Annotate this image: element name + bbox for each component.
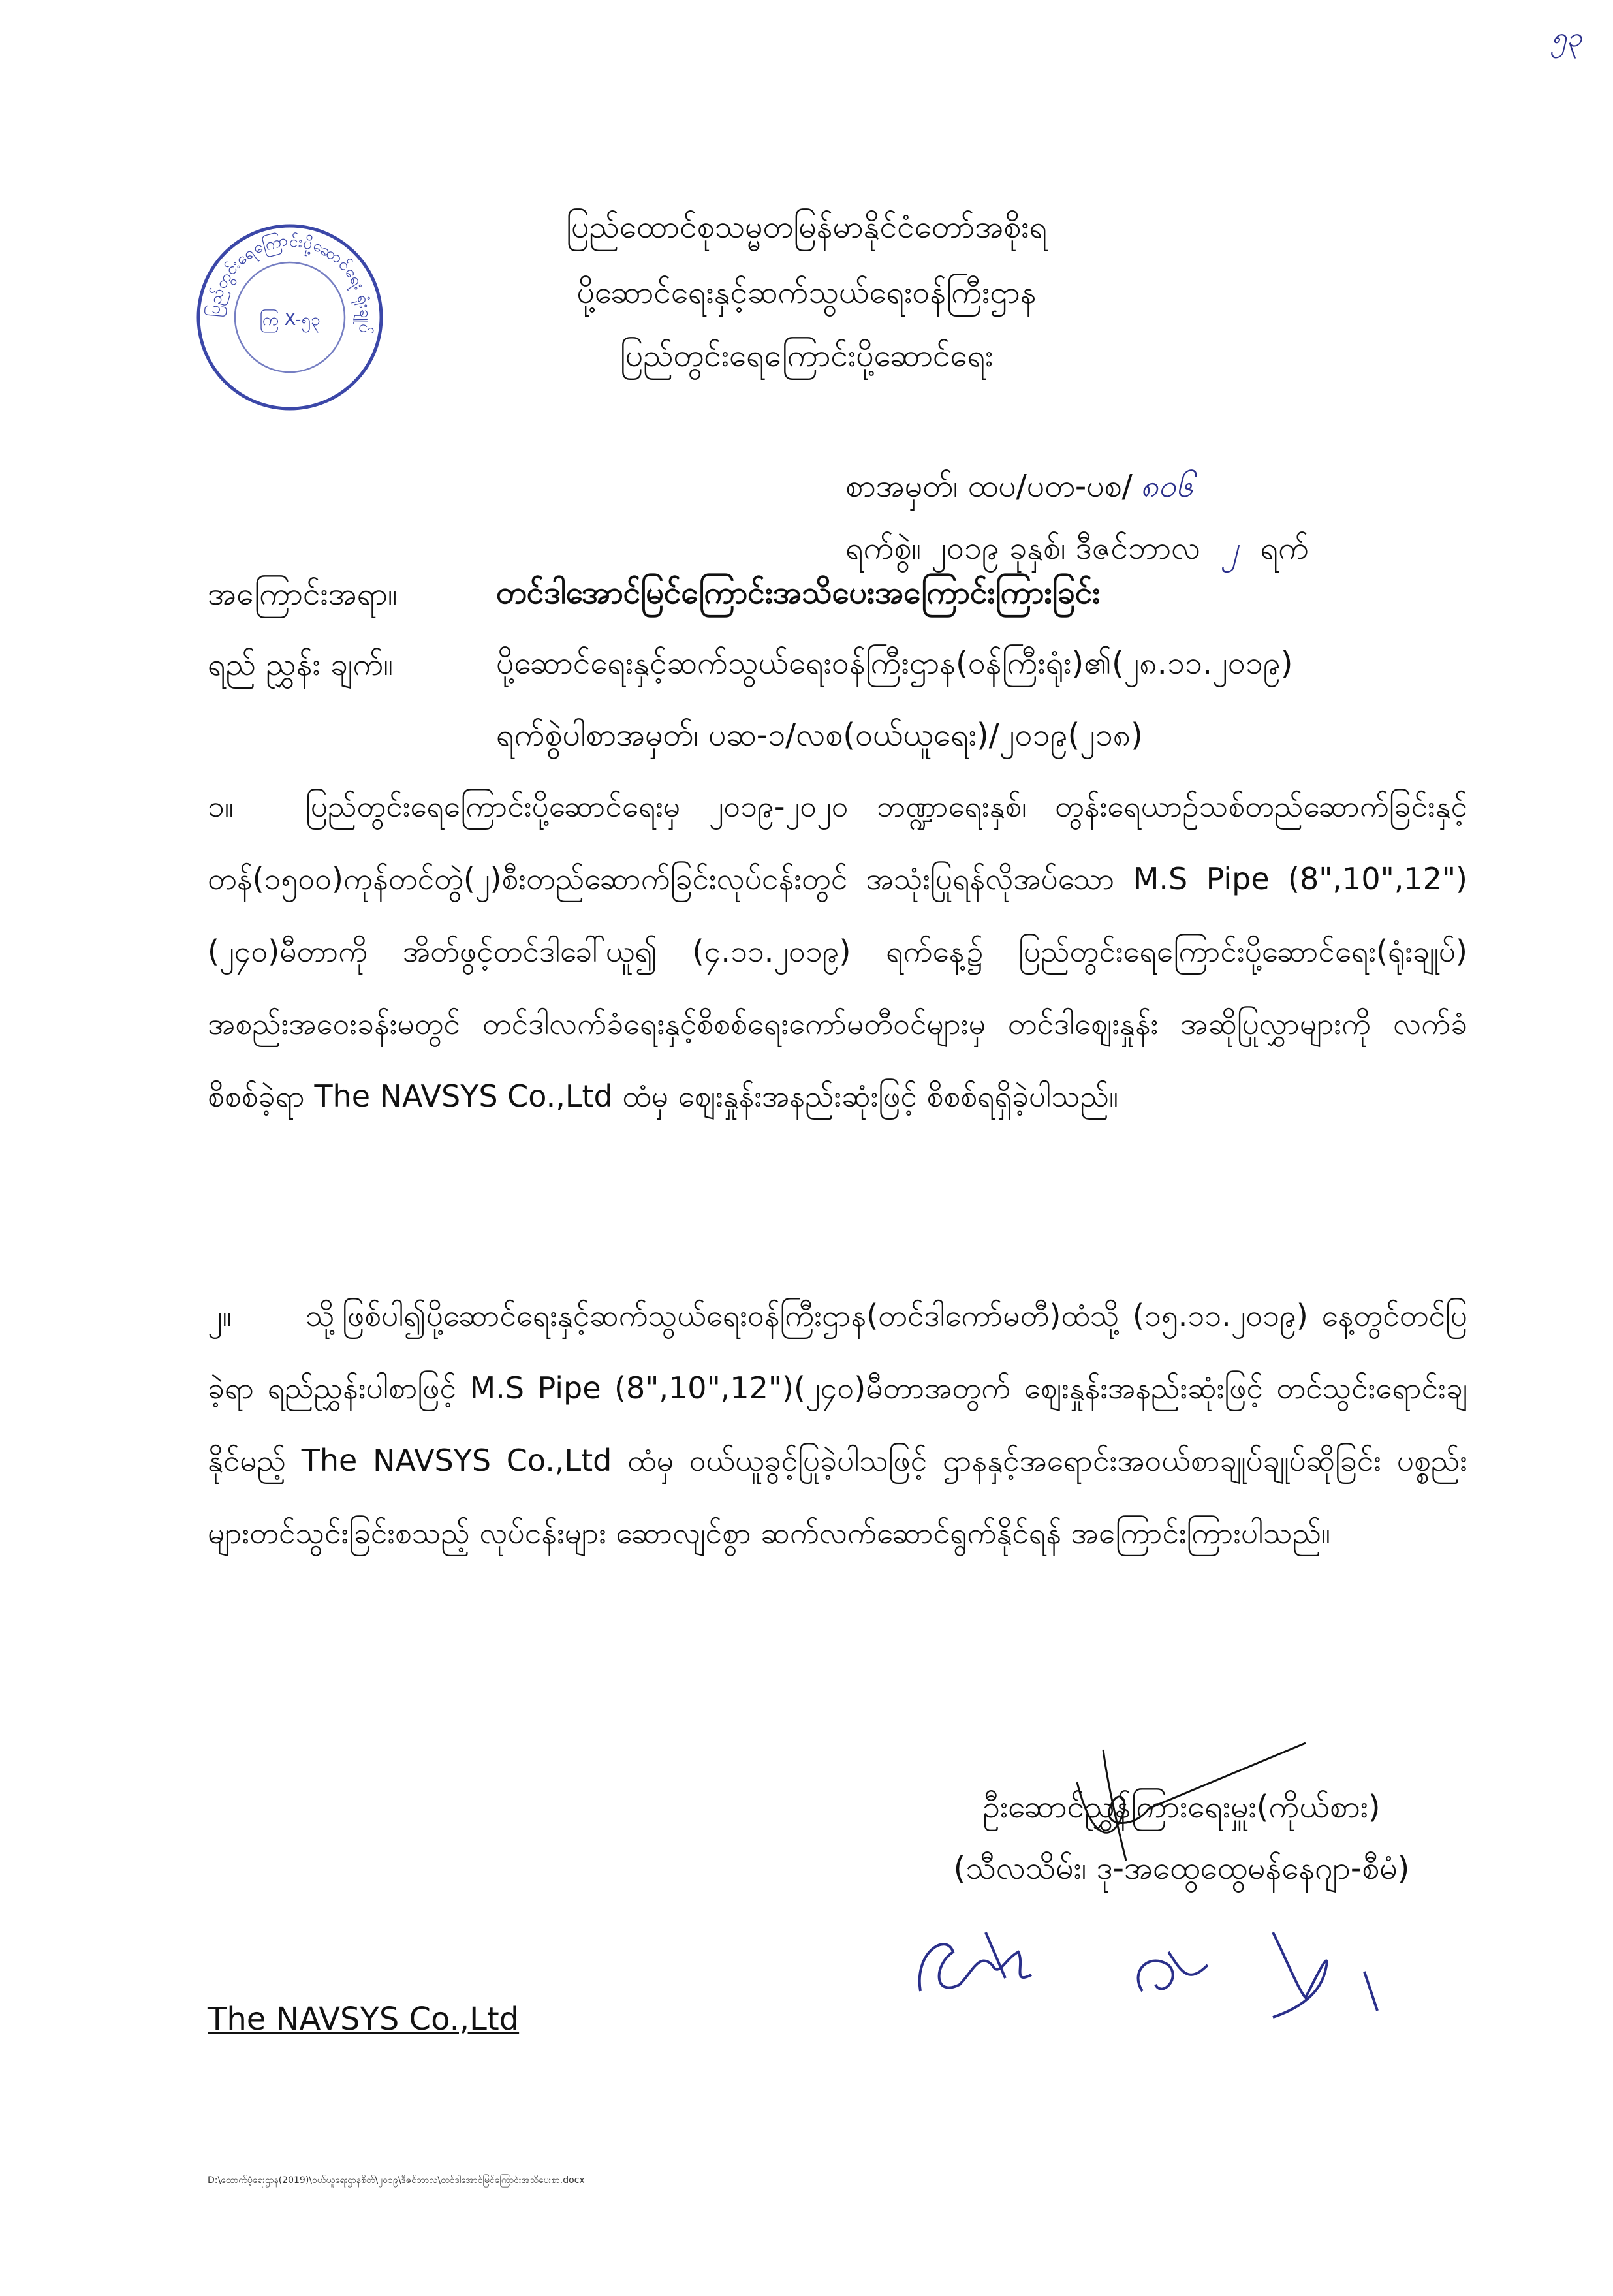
page-number: ၅၃ — [1551, 21, 1582, 53]
handwritten-initials — [907, 1913, 1423, 2030]
addressee-company: The NAVSYS Co.,Ltd — [208, 2001, 520, 2037]
seal-ring-text: ပြည်တွင်းရေကြောင်းပို့ဆောင်ရေး ရုံးချုပ် — [204, 230, 376, 335]
letter-number — [845, 467, 1193, 512]
letter-number-label: စာအမှတ်၊ ထပ/ပတ-ပစ/ — [845, 468, 1133, 505]
reference-line-1: ပို့ဆောင်ရေးနှင့်ဆက်သွယ်ရေးဝန်ကြီးဌာန(ဝန်ကြီးရုံး)၏(၂၈.၁၁.၂၀၁၉) — [496, 645, 1293, 682]
reference-line-2: ရက်စွဲပါစာအမှတ်၊ ပဆ-၁/လစ(ဝယ်ယူရေး)/၂၀၁၉(၂၁၈) — [496, 717, 1143, 753]
paragraph-2 — [208, 1280, 1467, 1569]
subject-text: တင်ဒါအောင်မြင်ကြောင်းအသိပေးအကြောင်းကြားခြင်း — [496, 574, 1101, 611]
date-suffix: ရက် — [1260, 530, 1309, 567]
signoff-title: ဦးဆောင်ညွှန်ကြားရေးမှူး(ကိုယ်စား) — [982, 1789, 1381, 1825]
subject-label: အကြောင်းအရာ။ — [208, 576, 398, 612]
date-day-handwritten: ၂ — [1222, 530, 1238, 567]
seal-center-mark: ကြ X-၅၃ — [259, 310, 321, 330]
letter-number-handwritten: ၈၀၆ — [1140, 468, 1194, 505]
paragraph-1-number: ၁။ — [208, 789, 234, 824]
header-government: ပြည်ထောင်စုသမ္မတမြန်မာနိုင်ငံတော်အစိုးရ — [565, 209, 1048, 245]
paragraph-1-text: ပြည်တွင်းရေကြောင်းပို့ဆောင်ရေးမှ ၂၀၁၉-၂၀၂၀ ဘဏ္ဍာရေးနှစ်၊ တွန်းရေယာဉ်သစ်တည်ဆောက်ခြင်းနှင့် တန်(၁၅၀၀)ကုန်တင်တွဲ(၂)စီးတည်ဆောက်ခြင်းလုပ်ငန်းတွင် အသုံးပြုရန်လိုအပ်သော M.S Pipe (8",10",12")(၂၄၀)မီတာကို အိတ်ဖွင့်တင်ဒါခေါ်ယူ၍ (၄.၁၁.၂၀၁၉) ရက်နေ့၌ ပြည်တွင်းရေကြောင်းပို့ဆောင်ရေး(ရုံးချုပ်) အစည်းအဝေးခန်းမတွင် တင်ဒါလက်ခံရေးနှင့်စိစစ်ရေးကော်မတီဝင်များမှ တင်ဒါဈေးနှုန်း အဆိုပြုလွှာများကို လက်ခံစိစစ်ခဲ့ရာ The NAVSYS Co.,Ltd ထံမှ ဈေးနှုန်းအနည်းဆုံးဖြင့် စိစစ်ရရှိခဲ့ပါသည်။ — [208, 789, 1467, 1114]
file-path-footer: D:\ထောက်ပံ့ရေးဌာန(2019)\ဝယ်ယူရေးဌာနစိတ်\၂၀၁၉\ဒီဇင်ဘာလ\တင်ဒါအောင်မြင်ကြောင်းအသိပေးစာ.docx — [208, 2175, 585, 2186]
header-department: ပြည်တွင်းရေကြောင်းပို့ဆောင်ရေး — [619, 338, 994, 374]
paragraph-1 — [208, 770, 1467, 1133]
paragraph-2-number: ၂။ — [208, 1298, 232, 1333]
header-ministry: ပို့ဆောင်ရေးနှင့်ဆက်သွယ်ရေးဝန်ကြီးဌာန — [576, 274, 1037, 311]
signoff-name: (သီလသိမ်း၊ ဒု-အထွေထွေမန်နေဂျာ-စီမံ) — [953, 1850, 1410, 1887]
reference-label: ရည် ညွှန်း ချက်။ — [208, 646, 394, 683]
paragraph-2-text: သို့ဖြစ်ပါ၍ပို့ဆောင်ရေးနှင့်ဆက်သွယ်ရေးဝန်ကြီးဌာန(တင်ဒါကော်မတီ)ထံသို့ (၁၅.၁၁.၂၀၁၉) နေ့တွင်တင်ပြခဲ့ရာ ရည်ညွှန်းပါစာဖြင့် M.S Pipe (8",10",12")(၂၄၀)မီတာအတွက် ဈေးနှုန်းအနည်းဆုံးဖြင့် တင်သွင်းရောင်းချနိုင်မည့် The NAVSYS Co.,Ltd ထံမှ ဝယ်ယူခွင့်ပြုခဲ့ပါသဖြင့် ဌာနနှင့်အရောင်းအဝယ်စာချုပ်ချုပ်ဆိုခြင်း ပစ္စည်းများတင်သွင်းခြင်းစသည့် လုပ်ငန်းများ ဆောလျင်စွာ ဆက်လက်ဆောင်ရွက်နိုင်ရန် အကြောင်းကြားပါသည်။ — [208, 1298, 1467, 1550]
date-prefix: ရက်စွဲ။ ၂၀၁၉ ခုနှစ်၊ ဒီဇင်ဘာလ — [845, 530, 1200, 567]
